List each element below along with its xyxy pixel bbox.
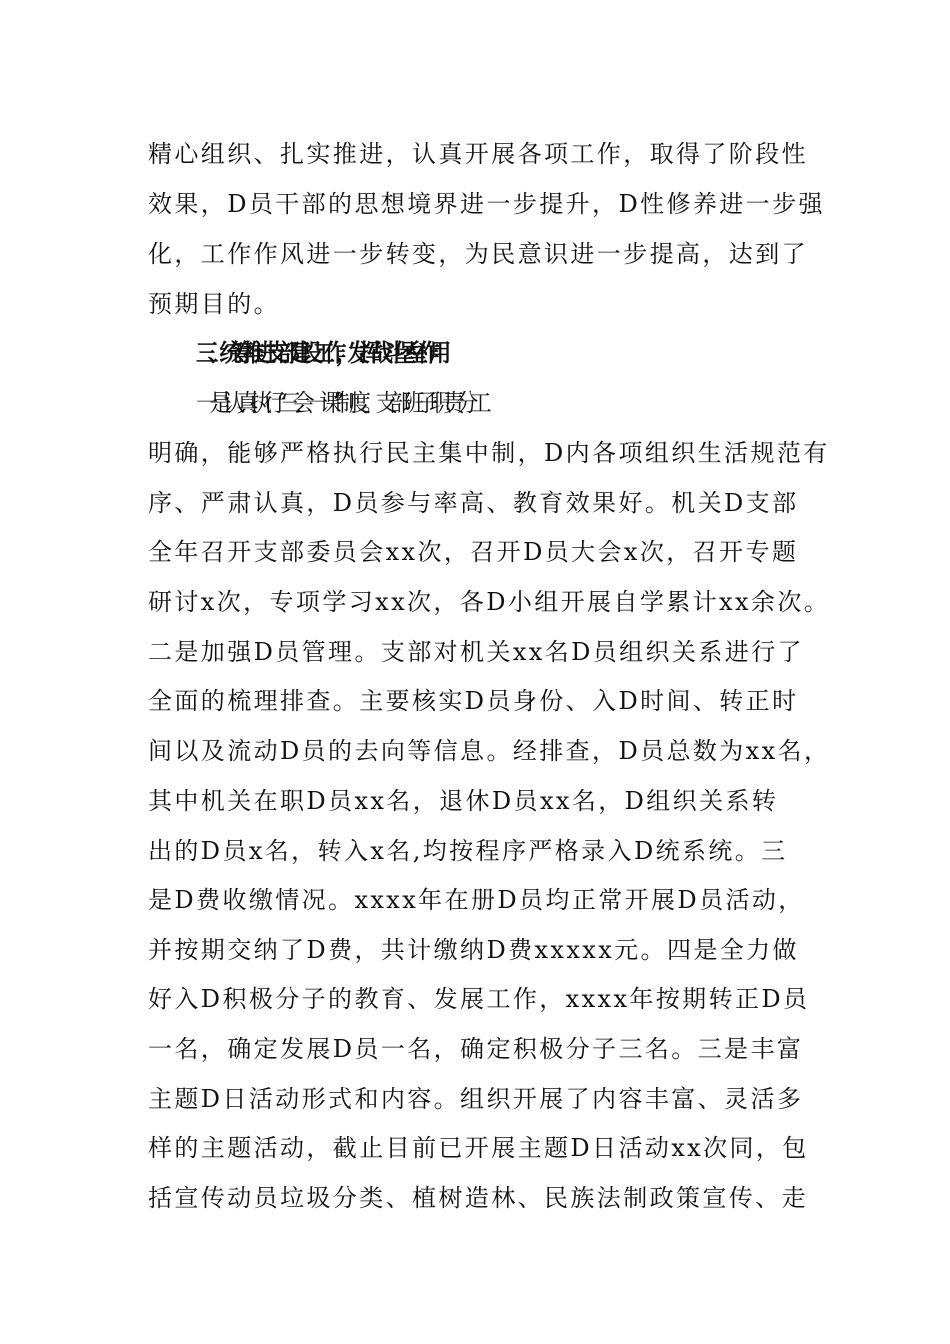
paragraph-line: 间以及流动D员的去向等信息。经排查，D员总数为xx名， bbox=[148, 737, 831, 765]
paragraph-line: 出的D员x名，转入x名,均按程序严格录入D统系统。三 bbox=[148, 837, 788, 865]
paragraph-line: 好入D积极分子的教育、发展工作，xxxx年按期转正D员 bbox=[148, 985, 810, 1013]
paragraph-line: 序、严肃认真，D员参与率高、教育效果好。机关D支部 bbox=[148, 489, 799, 517]
paragraph-line: 化，工作作风进一步转变，为民意识进一步提高，达到了 bbox=[148, 240, 808, 268]
paragraph-line: 其中机关在职D员xx名，退休D员xx名，D组织关系转 bbox=[148, 787, 779, 815]
paragraph-line: 精心组织、扎实推进，认真开展各项工作，取得了阶段性 bbox=[148, 140, 808, 168]
paragraph-line: 全年召开支部委员会xx次，召开D员大会x次，召开专题 bbox=[148, 538, 799, 566]
paragraph-line: 一是认真执行“三会一课”制度。支部班子职责分工 bbox=[196, 389, 483, 417]
paragraph-line: 主题D日活动形式和内容。组织开展了内容丰富、灵活多 bbox=[148, 1085, 804, 1113]
section-heading: 三、统筹推进支部建设工作，发挥战斗堡垒作用 bbox=[196, 339, 441, 367]
paragraph-line: 一名，确定发展D员一名，确定积极分子三名。三是丰富 bbox=[148, 1035, 804, 1063]
paragraph-line: 研讨x次，专项学习xx次，各D小组开展自学累计xx余次。 bbox=[148, 588, 831, 616]
paragraph-line: 全面的梳理排查。主要核实D员身份、入D时间、转正时 bbox=[148, 687, 799, 715]
paragraph-line: 二是加强D员管理。支部对机关xx名D员组织关系进行了 bbox=[148, 638, 804, 666]
paragraph-line: 是D费收缴情况。xxxx年在册D员均正常开展D员活动， bbox=[148, 886, 805, 914]
paragraph-line: 预期目的。 bbox=[148, 290, 280, 318]
paragraph-line: 效果，D员干部的思想境界进一步提升，D性修养进一步强 bbox=[148, 190, 825, 218]
paragraph-line: 样的主题活动，截止目前已开展主题D日活动xx次同，包 bbox=[148, 1134, 809, 1162]
paragraph-line: 括宣传动员垃圾分类、植树造林、民族法制政策宣传、走 bbox=[148, 1184, 808, 1212]
paragraph-line: 并按期交纳了D费，共计缴纳D费xxxxx元。四是全力做 bbox=[148, 936, 799, 964]
paragraph-line: 明确，能够严格执行民主集中制，D内各项组织生活规范有 bbox=[148, 439, 830, 467]
